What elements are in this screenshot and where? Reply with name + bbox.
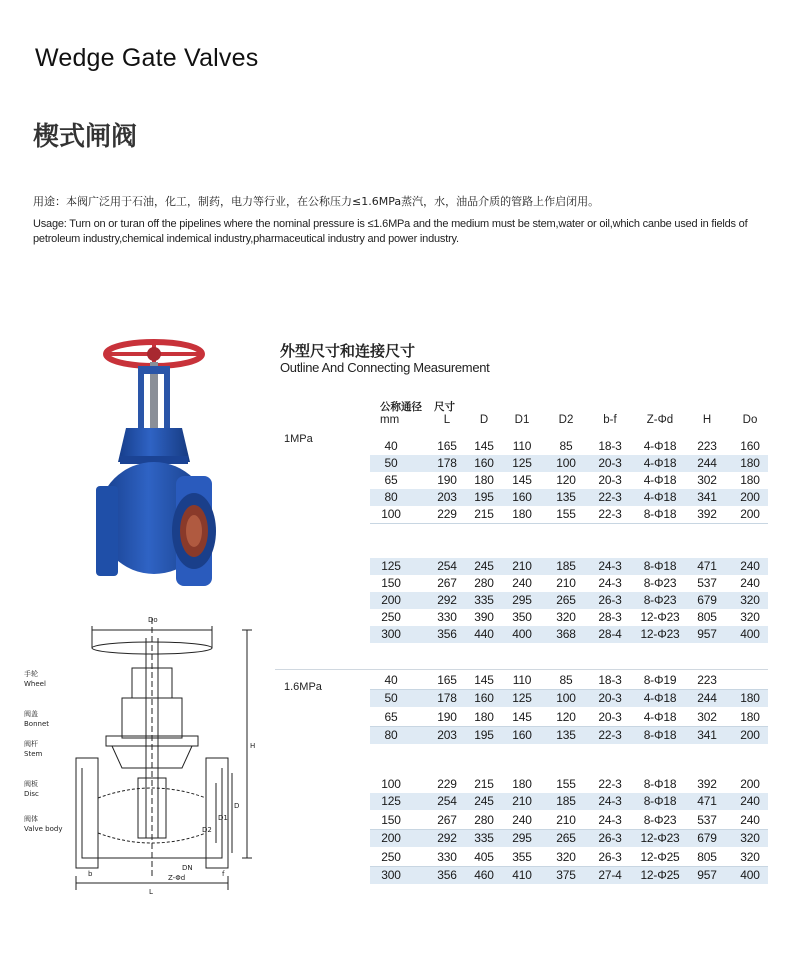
header-col: Z-Φd [646, 414, 674, 426]
table-cell: 341 [697, 728, 717, 742]
table-cell: 145 [474, 673, 494, 687]
table-cell: 8-Φ18 [643, 728, 677, 742]
table-cell: 350 [512, 610, 532, 624]
header-col: L [443, 414, 451, 426]
table-cell: 4-Φ18 [643, 456, 677, 470]
table-cell: 85 [559, 673, 573, 687]
pressure-label-1-6mpa: 1.6MPa [284, 681, 322, 693]
table-row [370, 867, 768, 884]
table-cell: 229 [437, 507, 457, 521]
table-row [370, 812, 768, 830]
table-cell: 200 [740, 490, 760, 504]
dim-f: f [222, 870, 225, 878]
header-col: D2 [558, 414, 574, 426]
table-cell: 805 [697, 610, 717, 624]
table-cell: 180 [512, 507, 532, 521]
section-title-cn: 外型尺寸和连接尺寸 [280, 342, 416, 360]
table-cell: 537 [697, 576, 717, 590]
dim-do: Do [148, 616, 158, 624]
table-cell: 400 [740, 868, 760, 882]
table-cell: 145 [512, 710, 532, 724]
table-cell: 254 [437, 794, 457, 808]
table-cell: 8-Φ23 [643, 593, 677, 607]
table-cell: 27-4 [598, 868, 622, 882]
table-cell: 4-Φ18 [643, 490, 677, 504]
table-cell: 180 [740, 710, 760, 724]
table-row [370, 727, 768, 744]
section-title-en: Outline And Connecting Measurement [280, 360, 490, 375]
table-row [370, 575, 768, 593]
table-cell: 24-3 [598, 576, 622, 590]
table-cell: 200 [740, 777, 760, 791]
label-bonnet-cn: 阀盖 [24, 710, 38, 718]
table-cell: 160 [740, 439, 760, 453]
table-cell: 679 [697, 593, 717, 607]
header-size-cn: 尺寸 [434, 401, 455, 413]
table-cell: 390 [474, 610, 494, 624]
table-row [370, 506, 768, 524]
table-cell: 215 [474, 777, 494, 791]
table-cell: 210 [556, 576, 576, 590]
table-cell: 295 [512, 831, 532, 845]
table-row [370, 609, 768, 627]
table-row [370, 558, 768, 575]
table-cell: 203 [437, 728, 457, 742]
table-cell: 100 [381, 777, 401, 791]
table-cell: 26-3 [598, 593, 622, 607]
table-cell: 210 [512, 559, 532, 573]
table-cell: 100 [556, 691, 576, 705]
table-row [370, 472, 768, 490]
table-cell: 200 [740, 728, 760, 742]
table-cell: 240 [740, 576, 760, 590]
table-cell: 200 [740, 507, 760, 521]
table-cell: 20-3 [598, 691, 622, 705]
table-cell: 250 [381, 850, 401, 864]
table-cell: 80 [384, 728, 398, 742]
table-row [370, 489, 768, 506]
table-cell: 160 [512, 490, 532, 504]
table-cell: 185 [556, 794, 576, 808]
table-cell: 320 [740, 831, 760, 845]
table-cell: 957 [697, 627, 717, 641]
table-cell: 210 [512, 794, 532, 808]
table-cell: 180 [474, 710, 494, 724]
table-cell: 178 [437, 691, 457, 705]
table-cell: 110 [512, 439, 532, 453]
table-cell: 12-Φ23 [640, 627, 680, 641]
label-stem-cn: 阀杆 [24, 740, 38, 748]
table-cell: 40 [384, 439, 398, 453]
table-cell: 65 [384, 473, 398, 487]
table-cell: 280 [474, 813, 494, 827]
table-cell: 180 [740, 691, 760, 705]
table-cell: 4-Φ18 [643, 710, 677, 724]
table-cell: 195 [474, 728, 494, 742]
table-cell: 471 [697, 559, 717, 573]
usage-text-cn: 用途：本阀广泛用于石油，化工，制药，电力等行业，在公称压力≤1.6MPa蒸汽，水，油品介质的管路上作启闭用。 [33, 195, 600, 208]
label-wheel-en: Wheel [24, 680, 46, 688]
table-row [370, 672, 768, 690]
table-cell: 292 [437, 593, 457, 607]
table-cell: 265 [556, 593, 576, 607]
table-cell: 50 [384, 691, 398, 705]
table-cell: 805 [697, 850, 717, 864]
table-cell: 24-3 [598, 813, 622, 827]
table-cell: 150 [381, 813, 401, 827]
table-cell: 400 [512, 627, 532, 641]
page-title-cn: 楔式闸阀 [33, 122, 138, 152]
table-cell: 185 [556, 559, 576, 573]
table-cell: 145 [512, 473, 532, 487]
table-cell: 20-3 [598, 456, 622, 470]
table-row [370, 709, 768, 727]
table-cell: 125 [381, 794, 401, 808]
table-cell: 341 [697, 490, 717, 504]
table-cell: 12-Φ25 [640, 850, 680, 864]
table-cell: 12-Φ25 [640, 868, 680, 882]
table-cell: 320 [740, 593, 760, 607]
table-cell: 24-3 [598, 559, 622, 573]
table-cell: 320 [556, 610, 576, 624]
table-cell: 8-Φ18 [643, 559, 677, 573]
table-cell: 335 [474, 831, 494, 845]
table-cell: 28-4 [598, 627, 622, 641]
dim-z: Z-Φd [168, 874, 186, 882]
table-cell: 320 [740, 850, 760, 864]
table-cell: 330 [437, 610, 457, 624]
label-body-en: Valve body [24, 825, 63, 833]
table-cell: 120 [556, 710, 576, 724]
table-cell: 320 [740, 610, 760, 624]
table-cell: 12-Φ23 [640, 610, 680, 624]
table-cell: 125 [512, 456, 532, 470]
table-cell: 356 [437, 868, 457, 882]
table-cell [733, 672, 767, 689]
table-cell: 355 [512, 850, 532, 864]
table-cell: 20-3 [598, 473, 622, 487]
table-cell: 223 [697, 673, 717, 687]
table-cell: 8-Φ18 [643, 777, 677, 791]
header-nominal-unit: mm [380, 414, 400, 426]
table-cell: 410 [512, 868, 532, 882]
table-cell: 267 [437, 576, 457, 590]
header-nominal-cn: 公称通径 [380, 401, 422, 413]
group-divider [275, 669, 768, 670]
table-cell: 300 [381, 627, 401, 641]
table-cell: 4-Φ18 [643, 473, 677, 487]
table-row [370, 626, 768, 643]
table-cell: 302 [697, 710, 717, 724]
table-cell: 244 [697, 691, 717, 705]
table-cell: 335 [474, 593, 494, 607]
table-cell: 330 [437, 850, 457, 864]
table-cell: 292 [437, 831, 457, 845]
table-cell: 215 [474, 507, 494, 521]
table-cell: 190 [437, 710, 457, 724]
table-cell: 40 [384, 673, 398, 687]
dim-dn: DN [182, 864, 193, 872]
dim-d2: D2 [202, 826, 212, 834]
table-cell: 210 [556, 813, 576, 827]
table-cell: 295 [512, 593, 532, 607]
dim-b: b [88, 870, 93, 878]
gate-valve-drawing [22, 608, 272, 898]
table-cell: 8-Φ23 [643, 813, 677, 827]
table-cell: 223 [697, 439, 717, 453]
table-row [370, 849, 768, 867]
table-cell: 250 [381, 610, 401, 624]
table-cell: 18-3 [598, 439, 622, 453]
table-cell: 245 [474, 794, 494, 808]
table-cell: 26-3 [598, 850, 622, 864]
table-cell: 20-3 [598, 710, 622, 724]
table-cell: 125 [512, 691, 532, 705]
table-cell: 50 [384, 456, 398, 470]
table-cell: 12-Φ23 [640, 831, 680, 845]
pressure-label-1mpa: 1MPa [284, 433, 313, 445]
table-cell: 8-Φ18 [643, 794, 677, 808]
table-cell: 165 [437, 673, 457, 687]
table-cell: 240 [512, 576, 532, 590]
table-cell: 460 [474, 868, 494, 882]
table-cell: 155 [556, 507, 576, 521]
label-stem-en: Stem [24, 750, 43, 758]
table-cell: 267 [437, 813, 457, 827]
table-cell: 4-Φ18 [643, 439, 677, 453]
table-cell: 22-3 [598, 490, 622, 504]
table-cell: 471 [697, 794, 717, 808]
table-cell: 195 [474, 490, 494, 504]
table-cell: 8-Φ18 [643, 507, 677, 521]
table-cell: 178 [437, 456, 457, 470]
table-cell: 180 [740, 473, 760, 487]
table-cell: 957 [697, 868, 717, 882]
table-cell: 320 [556, 850, 576, 864]
table-cell: 22-3 [598, 728, 622, 742]
table-cell: 240 [740, 559, 760, 573]
table-row [370, 830, 768, 847]
table-cell: 160 [474, 456, 494, 470]
table-cell: 300 [381, 868, 401, 882]
table-cell: 245 [474, 559, 494, 573]
table-cell: 135 [556, 728, 576, 742]
table-cell: 110 [512, 673, 532, 687]
table-cell: 240 [740, 813, 760, 827]
dim-h: H [250, 742, 256, 750]
header-col: H [702, 414, 712, 426]
table-row [370, 776, 768, 794]
label-body-cn: 阀体 [24, 815, 38, 823]
table-cell: 150 [381, 576, 401, 590]
table-cell: 254 [437, 559, 457, 573]
dim-l: L [149, 888, 153, 896]
table-cell: 440 [474, 627, 494, 641]
table-cell: 200 [381, 593, 401, 607]
table-cell: 100 [556, 456, 576, 470]
table-cell: 280 [474, 576, 494, 590]
label-bonnet-en: Bonnet [24, 720, 50, 728]
table-cell: 26-3 [598, 831, 622, 845]
table-cell: 22-3 [598, 507, 622, 521]
table-cell: 22-3 [598, 777, 622, 791]
table-cell: 80 [384, 490, 398, 504]
table-cell: 8-Φ23 [643, 576, 677, 590]
header-col: Do [742, 414, 758, 426]
table-cell: 160 [474, 691, 494, 705]
table-cell: 200 [381, 831, 401, 845]
table-cell: 405 [474, 850, 494, 864]
table-cell: 24-3 [598, 794, 622, 808]
gate-valve-photo [86, 336, 236, 598]
table-cell: 28-3 [598, 610, 622, 624]
table-cell: 65 [384, 710, 398, 724]
table-cell: 8-Φ19 [643, 673, 677, 687]
table-cell: 180 [474, 473, 494, 487]
table-cell: 302 [697, 473, 717, 487]
page-title-en: Wedge Gate Valves [35, 44, 259, 72]
table-cell: 100 [381, 507, 401, 521]
table-cell: 190 [437, 473, 457, 487]
table-cell: 145 [474, 439, 494, 453]
table-cell: 240 [512, 813, 532, 827]
label-disc-en: Disc [24, 790, 39, 798]
table-row [370, 793, 768, 810]
table-cell: 4-Φ18 [643, 691, 677, 705]
table-cell: 368 [556, 627, 576, 641]
table-cell: 356 [437, 627, 457, 641]
dim-d1: D1 [218, 814, 228, 822]
label-wheel-cn: 手轮 [24, 670, 38, 678]
table-cell: 537 [697, 813, 717, 827]
header-col: D [479, 414, 489, 426]
label-disc-cn: 阀板 [24, 780, 38, 788]
table-cell: 155 [556, 777, 576, 791]
table-cell: 244 [697, 456, 717, 470]
table-cell: 203 [437, 490, 457, 504]
table-cell: 160 [512, 728, 532, 742]
dim-d: D [234, 802, 240, 810]
usage-text-en: Usage: Turn on or turan off the pipelines where the nominal pressure is ≤1.6MPa and the medium must be stem,water or oil,which canbe used in fields of petroleum industry,chemical indemical industry,pharmaceutical industry and power industry. [33, 218, 748, 245]
table-row [370, 690, 768, 707]
table-cell: 135 [556, 490, 576, 504]
table-cell: 18-3 [598, 673, 622, 687]
table-row [370, 438, 768, 456]
table-cell: 679 [697, 831, 717, 845]
table-cell: 240 [740, 794, 760, 808]
table-row [370, 455, 768, 472]
table-cell: 120 [556, 473, 576, 487]
table-cell: 392 [697, 777, 717, 791]
table-cell: 165 [437, 439, 457, 453]
table-cell: 392 [697, 507, 717, 521]
table-cell: 125 [381, 559, 401, 573]
table-cell: 375 [556, 868, 576, 882]
table-cell: 85 [559, 439, 573, 453]
table-cell: 265 [556, 831, 576, 845]
header-col: b-f [603, 414, 617, 426]
table-row [370, 592, 768, 609]
table-cell: 180 [740, 456, 760, 470]
header-col: D1 [514, 414, 530, 426]
table-cell: 180 [512, 777, 532, 791]
table-cell: 400 [740, 627, 760, 641]
table-cell: 229 [437, 777, 457, 791]
